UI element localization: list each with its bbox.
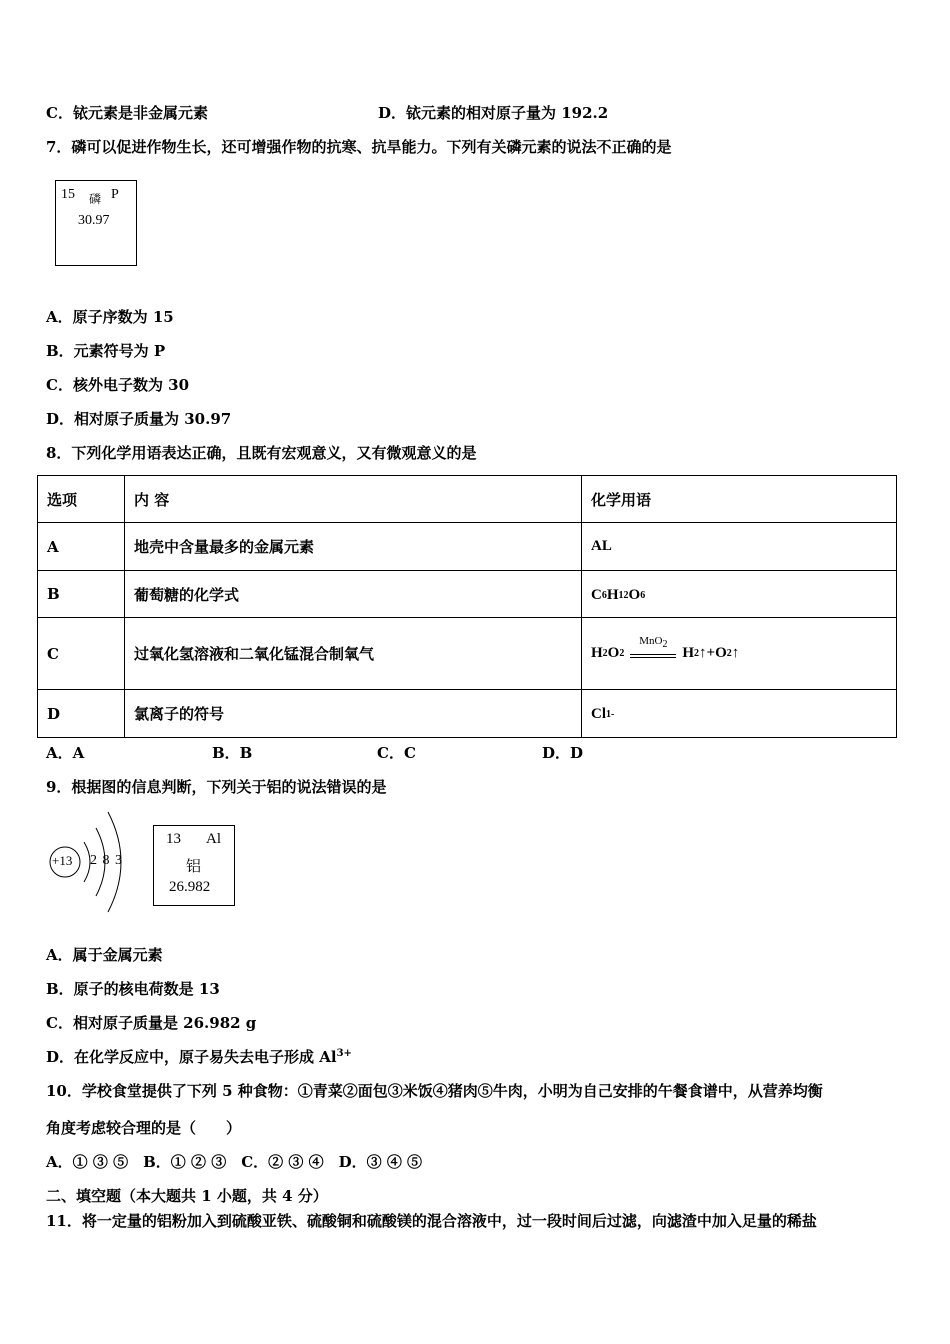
q6-option-d: D．铱元素的相对原子量为 192.2: [378, 104, 609, 122]
table-row: [38, 523, 897, 571]
row-content: 过氧化氢溶液和二氧化锰混合制氧气: [125, 618, 582, 690]
q6-option-c: C．铱元素是非金属元素: [46, 104, 208, 122]
catalyst-arrow: [630, 634, 676, 665]
q9-stem: 9．根据图的信息判断，下列关于铝的说法错误的是: [46, 778, 387, 796]
q9-atomic-number: 13: [166, 831, 181, 847]
q7-element-symbol: P: [111, 187, 119, 202]
decomposition-equation: H 2 O 2 MnO$_2$ H 2 ↑+O 2 ↑: [591, 643, 739, 665]
q7-stem: 7．磷可以促进作物生长，还可增强作物的抗寒、抗旱能力。下列有关磷元素的说法不正确的是: [46, 138, 672, 156]
q10-stem-line1: 10．学校食堂提供了下列 5 种食物：①青菜②面包③米饭④猪肉⑤牛肉，小明为自己安排的午餐食谱中，从营养均衡: [46, 1082, 823, 1100]
table-row: [38, 690, 897, 738]
q7-atomic-number: 15: [61, 187, 75, 202]
q9-option-a: A．属于金属元素: [46, 946, 163, 964]
electron-shells: 2 8 3: [90, 853, 122, 868]
row-content: 葡萄糖的化学式: [125, 571, 582, 618]
row-term: [582, 618, 897, 690]
q8-table: [37, 475, 897, 738]
header-term: 化学用语: [582, 476, 897, 523]
q10-options: A．① ③ ⑤ B．① ② ③ C．② ③ ④ D．③ ④ ⑤: [46, 1153, 423, 1171]
q9-option-c: C．相对原子质量是 26.982 g: [46, 1014, 257, 1032]
row-option: A: [38, 523, 125, 571]
q8-answer-a: A．A: [46, 744, 85, 762]
q7-option-b: B．元素符号为 P: [46, 342, 166, 360]
row-term: [582, 571, 897, 618]
table-header-row: [38, 476, 897, 523]
row-content: 氯离子的符号: [125, 690, 582, 738]
q9-element-name: 铝: [186, 859, 202, 875]
row-content: 地壳中含量最多的金属元素: [125, 523, 582, 571]
table-row: [38, 571, 897, 618]
q10-stem-line2: 角度考虑较合理的是（ ）: [46, 1119, 242, 1137]
row-option: B: [38, 571, 125, 618]
row-term: AL: [582, 523, 897, 571]
glucose-formula: C 6 H 12 O 6: [591, 586, 646, 603]
row-option: C: [38, 618, 125, 690]
aluminum-element-card: [153, 825, 235, 906]
q7-option-c: C．核外电子数为 30: [46, 376, 190, 394]
q8-stem: 8．下列化学用语表达正确，且既有宏观意义，又有微观意义的是: [46, 444, 477, 462]
section-title: 二、填空题（本大题共 1 小题，共 4 分）: [46, 1187, 328, 1205]
q8-answer-d: D．D: [542, 744, 584, 762]
chloride-ion-symbol: Cl 1-: [591, 706, 615, 722]
q7-element-name: 磷: [89, 192, 102, 206]
header-option: 选项: [38, 476, 125, 523]
q7-atomic-mass: 30.97: [78, 213, 110, 228]
phosphorus-element-card: [55, 180, 137, 266]
q8-answer-b: B．B: [212, 744, 253, 762]
q7-option-a: A．原子序数为 15: [46, 308, 174, 326]
catalyst-label: MnO$_2$: [639, 634, 668, 650]
q9-option-d: D．在化学反应中，原子易失去电子形成 $Al^{3+}$: [46, 1048, 352, 1066]
q9-atomic-mass: 26.982: [169, 879, 211, 895]
row-term: [582, 690, 897, 738]
q7-option-d: D．相对原子质量为 30.97: [46, 410, 232, 428]
q8-answer-c: C．C: [377, 744, 416, 762]
header-content: 内 容: [125, 476, 582, 523]
row-option: D: [38, 690, 125, 738]
q9-option-b: B．原子的核电荷数是 13: [46, 980, 220, 998]
q9-element-symbol: Al: [206, 831, 221, 847]
nucleus-charge: +13: [52, 853, 73, 868]
q11-stem: 11．将一定量的铝粉加入到硫酸亚铁、硫酸铜和硫酸镁的混合溶液中，过一段时间后过滤，向滤渣中加入足量的稀盐: [46, 1212, 817, 1230]
table-row: [38, 618, 897, 690]
